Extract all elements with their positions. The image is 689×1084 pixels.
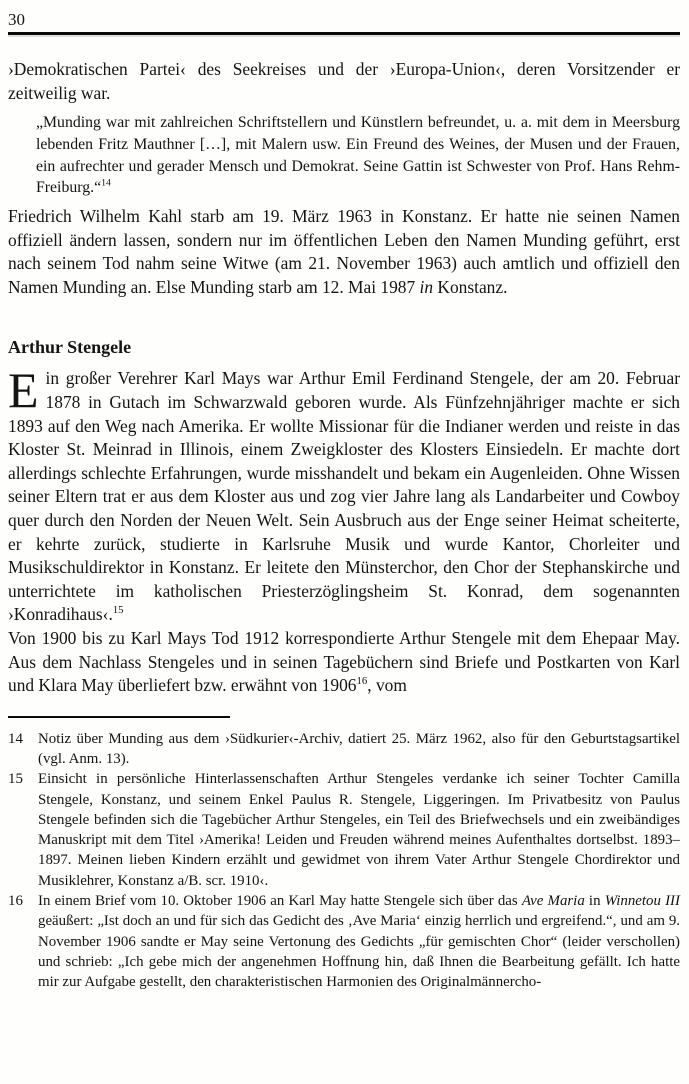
footnote-number: 15 [8,771,23,788]
page-header [8,10,680,35]
footnote-number: 14 [8,730,23,747]
section-heading-arthur-stengele: Arthur Stengele [8,337,132,358]
page-number: 30 [8,10,25,29]
footnote-separator-rule [8,716,230,718]
paragraph-stengele-biography [8,362,680,627]
paragraph-stengele-text: in großer Verehrer Karl Mays war Arthur Emil Ferdinand Stengele, der am 20. Februar 1878 in Gutach im Schwarzwald geboren wurde. Als Fünfzehnjähriger machte er sich 1893 auf den Weg nach Amerika. Er wollte Missionar für die Indianer werden und reiste in das Kloster St. Meinrad in Illinois, einem Zweigkloster des Klosters Einsiedeln. Er machte dort allerdings schlechte Erfahrungen, wurde misshandelt und bekam ein Augenleiden. Ohne Wissen seiner Eltern trat er aus dem Kloster aus und zog vier Jahre lang als Landarbeiter und Cowboy quer durch den Norden der Neuen Welt. Sein Ausbruch aus der Enge seiner Heimat scheiterte, er kehrte zurück, studierte in Karlsruhe Musik und wurde Kantor, Chorleiter und Musikschuldirektor in Konstanz. Er leitete den Münsterchor, den Chor der Stephanskirche und unterrichtete im katholischen Priesterzöglingsheim St. Konrad, dem sogenannten ›Konradihaus‹.$^{15}$ [8,368,680,625]
page-body [8,58,680,698]
paragraph-kahl-death: Friedrich Wilhelm Kahl starb am 19. März 1963 in Konstanz. Er hatte nie seinen Namen offiziell ändern lassen, sondern nur im öffentlichen Leben den Namen Munding geführt, erst nach seinem Tod nahm seine Witwe (am 21. November 1963) auch amtlich und offiziell den Namen Munding an. Else Munding starb am 12. Mai 1987 in Konstanz. [8,206,680,297]
paragraph-correspondence: Von 1900 bis zu Karl Mays Tod 1912 korrespondierte Arthur Stengele mit dem Ehepaar May. Aus dem Nachlass Stengeles und in seinen Tagebüchern sind Briefe und Postkarten von Karl und Klara May überliefert bzw. erwähnt von 1906$^{16}$, vom [8,627,680,696]
paragraph-party-membership: ›Demokratischen Partei‹ des Seekreises und der ›Europa-Union‹, deren Vorsitzender er zeitweilig war. [8,59,680,103]
footnote-number: 16 [8,893,23,910]
footnote-text: In einem Brief vom 10. Oktober 1906 an Karl May hatte Stengele sich über das Ave Maria in Winnetou III geäußert: „Ist doch an und für sich das Gedicht des ‚Ave Maria‘ einzig herrlich und ergreifend.“, und am 9. November 1906 sandte er May seine Vertonung des Gedichts „für gemischten Chor“ (leider verschollen) und schrieb: „Ich gebe mich der angenehmen Hoffnung hin, daß Ihnen die Bearbeitung gefällt. Ich hatte mir zur Aufgabe gestellt, den charakteristischen Harmonien des Originalmännercho- [38,893,680,991]
footnote-text: Einsicht in persönliche Hinterlassenschaften Arthur Stengeles verdanke ich seiner Tochter Camilla Stengele, Konstanz, und seinem Enkel Paulus R. Stengele, Liggeringen. Im Privatbesitz von Paulus Stengele befinden sich die Tagebücher Arthur Stengeles, ein Teil des Briefwechsels und ein zweibändiges Manuskript mit dem Titel ›Amerika! Leiden und Freuden während meines Aufenthaltes dortselbst. 1893–1897. Meinen lieben Kindern erzählt und gewidmet von ihrem Vater Arthur Stengele Chordirektor und Musiklehrer, Konstanz a/B. scr. 1910‹. [38,771,680,889]
blockquote-munding: „Munding war mit zahlreichen Schriftstellern und Künstlern befreundet, u. a. mit dem in Meersburg lebenden Fritz Mauthner […], mit Malern usw. Ein Freund des Weines, der Musen und der Frauen, ein aufrechter und gerader Mensch und Demokrat. Seine Gattin ist Schwester von Prof. Hans Rehm-Freiburg.“$^{14}$ [36,114,680,197]
footnote-16 [8,891,680,992]
footnote-14 [8,729,680,770]
dropcap-letter: E [8,362,39,419]
footnote-text: Notiz über Munding aus dem ›Südkurier‹-Archiv, datiert 25. März 1962, also für den Geburtstagsartikel (vgl. Anm. 13). [38,730,680,767]
header-rule [8,32,680,35]
footnote-15 [8,769,680,891]
footnotes-section [8,716,680,993]
